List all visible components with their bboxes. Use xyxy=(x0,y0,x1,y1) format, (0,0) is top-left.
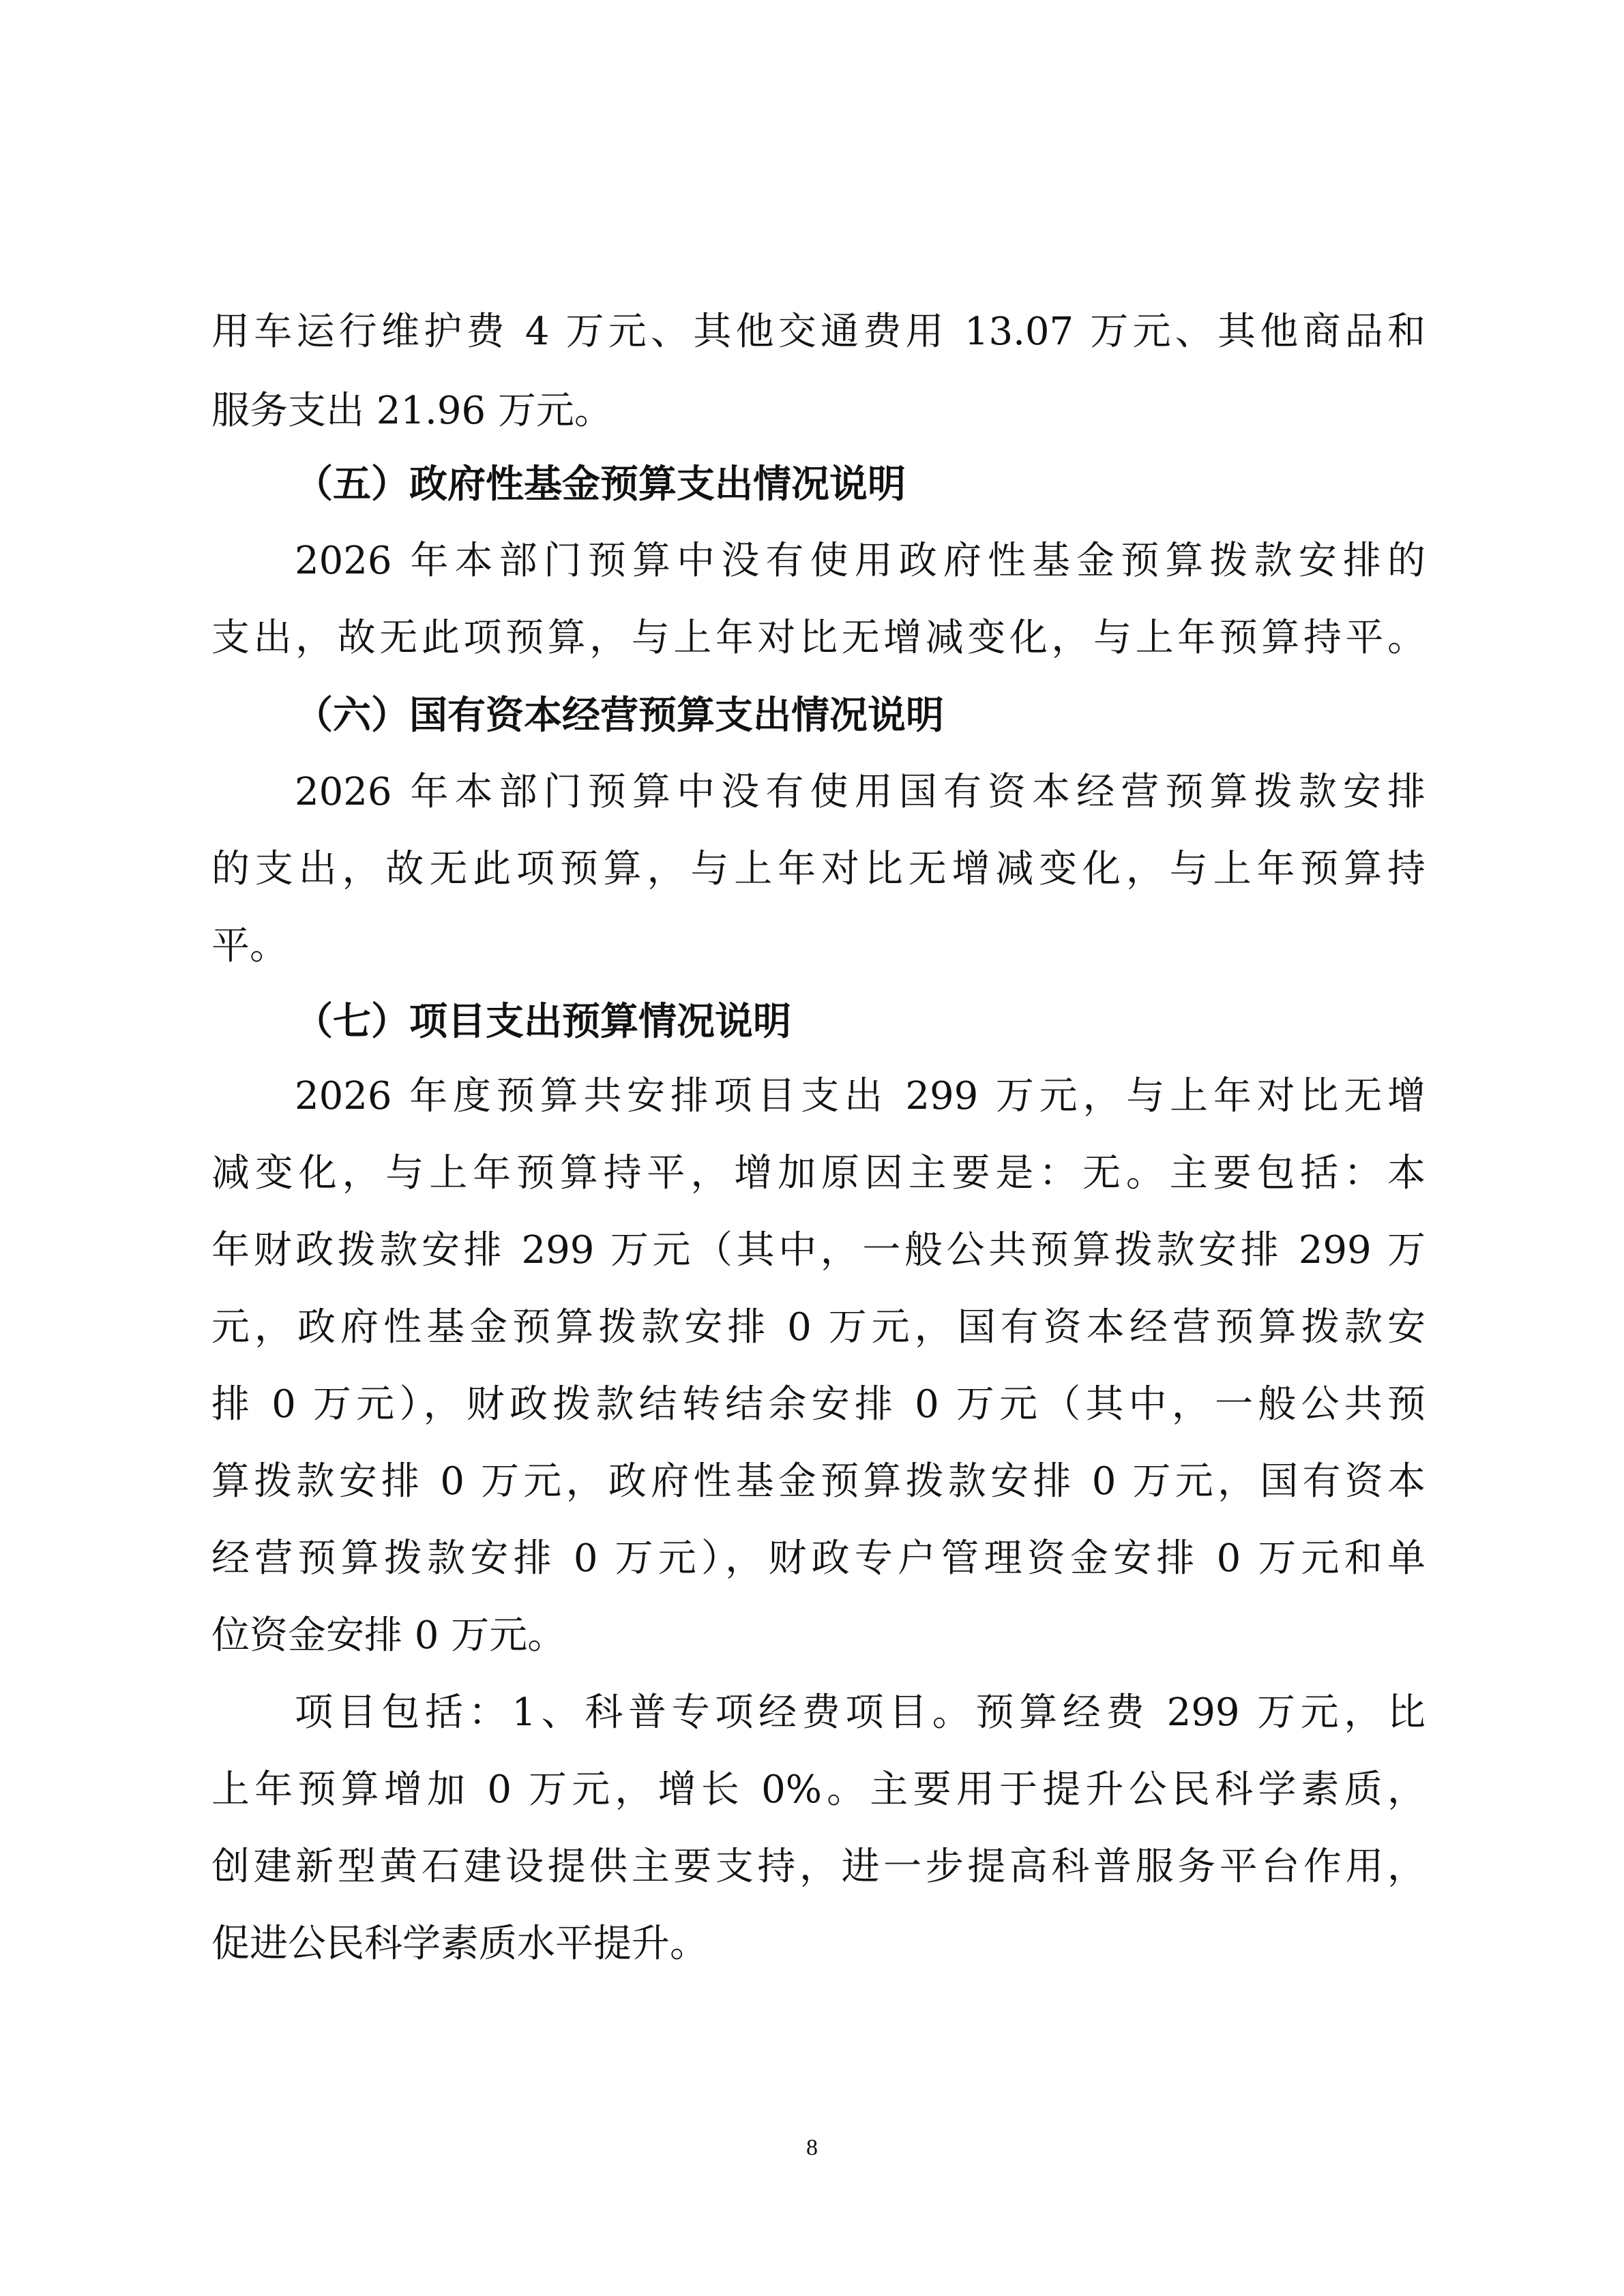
paragraph-line: 元，政府性基金预算拨款安排 0 万元，国有资本经营预算拨款安 xyxy=(211,1305,1426,1350)
paragraph-line: 排 0 万元），财政拨款结转结余安排 0 万元（其中，一般公共预 xyxy=(211,1382,1426,1427)
paragraph-line: 创建新型黄石建设提供主要支持，进一步提高科普服务平台作用， xyxy=(211,1845,1426,1889)
paragraph-line: 经营预算拨款安排 0 万元），财政专户管理资金安排 0 万元和单 xyxy=(211,1536,1426,1581)
paragraph-line: 年财政拨款安排 299 万元（其中，一般公共预算拨款安排 299 万 xyxy=(211,1228,1426,1272)
paragraph-line: 2026 年本部门预算中没有使用政府性基金预算拨款安排的 xyxy=(295,539,1426,583)
paragraph-line: 算拨款安排 0 万元，政府性基金预算拨款安排 0 万元，国有资本 xyxy=(211,1459,1426,1504)
paragraph-line: 用车运行维护费 4 万元、其他交通费用 13.07 万元、其他商品和 xyxy=(211,310,1426,354)
section-heading: （六）国有资本经营预算支出情况说明 xyxy=(295,693,944,738)
section-heading: （七）项目支出预算情况说明 xyxy=(295,999,791,1044)
page-number: 8 xyxy=(806,2135,818,2160)
paragraph-line: 上年预算增加 0 万元，增长 0%。主要用于提升公民科学素质， xyxy=(211,1768,1426,1812)
section-heading: （五）政府性基金预算支出情况说明 xyxy=(295,462,906,507)
paragraph-line: 位资金安排 0 万元。 xyxy=(211,1613,566,1658)
paragraph-line: 项目包括：1、科普专项经费项目。预算经费 299 万元，比 xyxy=(295,1690,1426,1735)
paragraph-line: 的支出，故无此项预算，与上年对比无增减变化，与上年预算持 xyxy=(211,847,1426,891)
paragraph-line: 促进公民科学素质水平提升。 xyxy=(211,1922,708,1966)
paragraph-line: 服务支出 21.96 万元。 xyxy=(211,389,612,433)
paragraph-line: 平。 xyxy=(211,924,288,968)
paragraph-line: 支出，故无此项预算，与上年对比无增减变化，与上年预算持平。 xyxy=(211,616,1426,660)
paragraph-line: 2026 年度预算共安排项目支出 299 万元，与上年对比无增 xyxy=(295,1074,1426,1118)
paragraph-line: 2026 年本部门预算中没有使用国有资本经营预算拨款安排 xyxy=(295,770,1426,814)
paragraph-line: 减变化，与上年预算持平，增加原因主要是：无。主要包括：本 xyxy=(211,1151,1426,1195)
